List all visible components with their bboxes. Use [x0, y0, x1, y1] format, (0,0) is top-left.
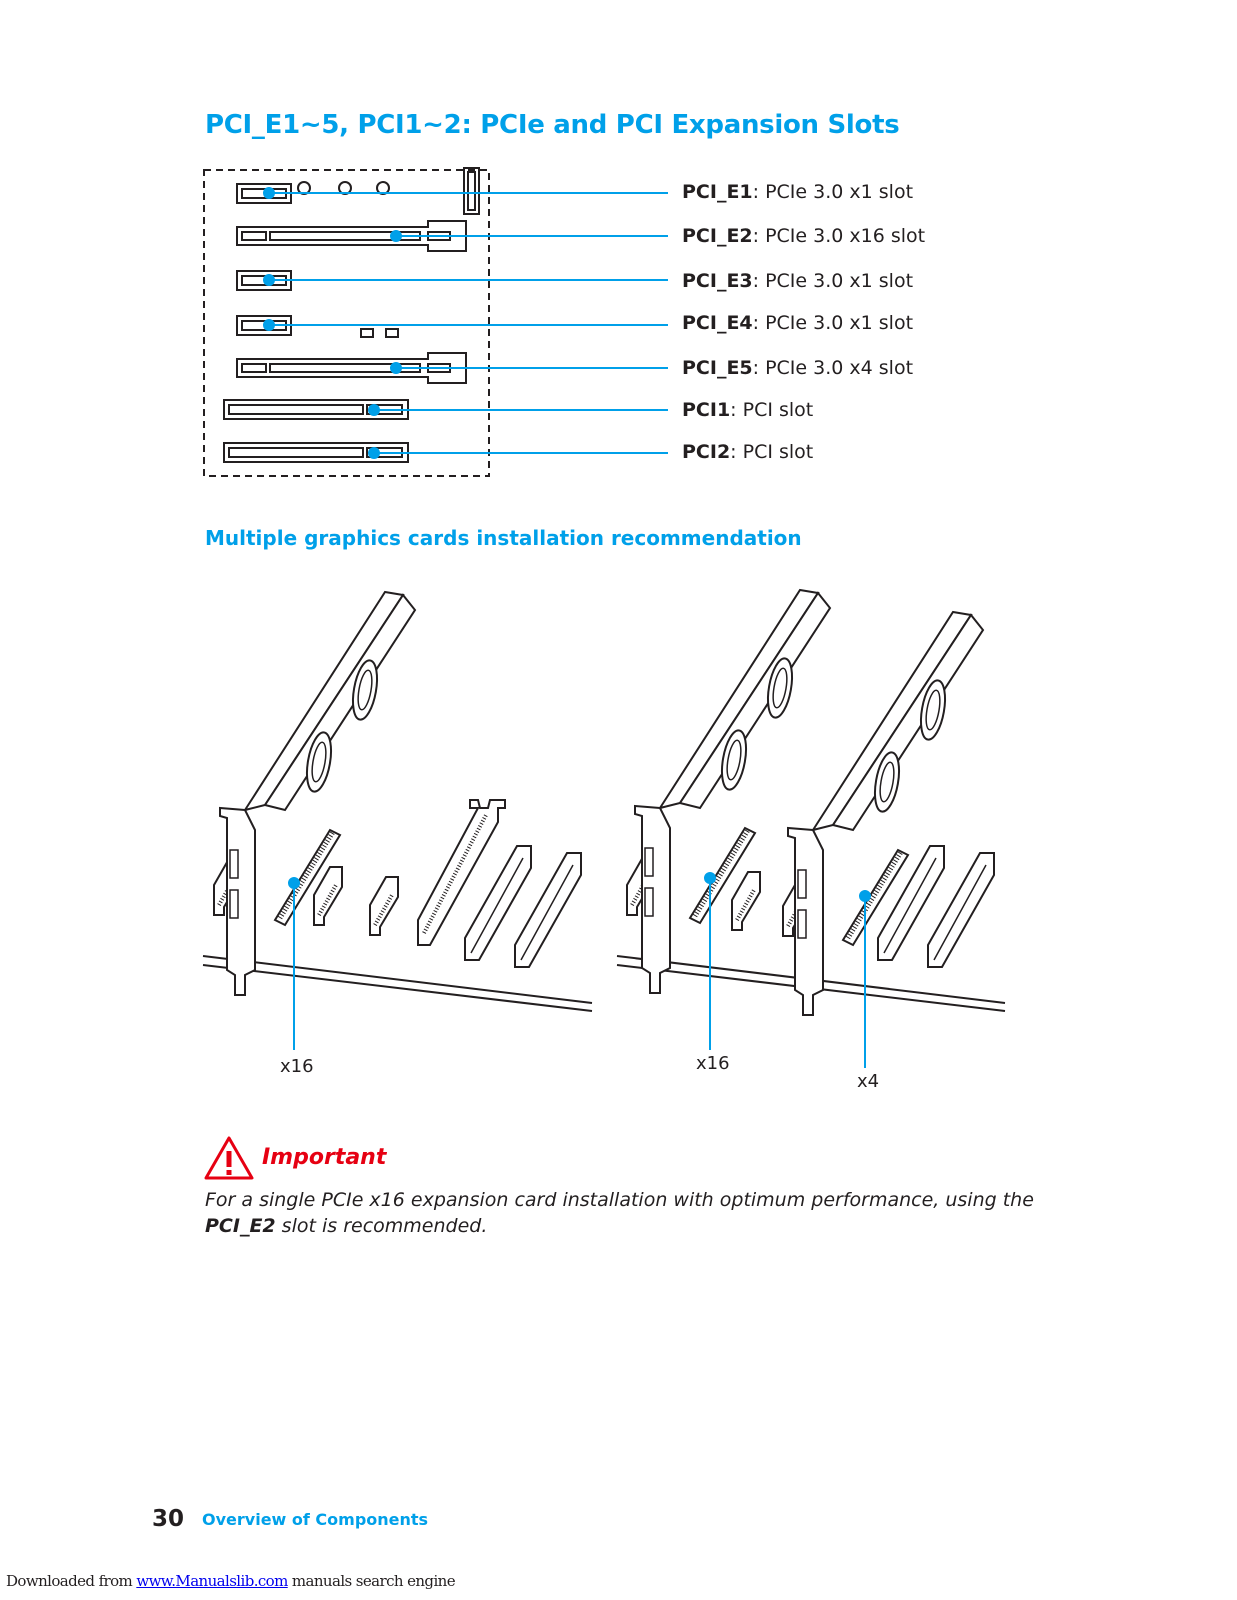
x16-label-dual: x16 — [696, 1053, 730, 1074]
slot-label-pci1: PCI1: PCI slot — [682, 399, 814, 421]
page-number: 30 — [152, 1506, 185, 1532]
download-note: Downloaded from www.Manualslib.com manuals search engine — [6, 1572, 455, 1590]
important-heading: Important — [262, 1145, 387, 1170]
slot-label-pci2: PCI2: PCI slot — [682, 441, 814, 463]
footer-section-title: Overview of Components — [202, 1510, 429, 1529]
recommendation-heading: Multiple graphics cards installation recommendation — [205, 526, 802, 550]
dual-card-configuration — [617, 590, 1005, 1015]
page-title: PCI_E1~5, PCI1~2: PCIe and PCI Expansion Slots — [205, 110, 900, 140]
important-text: For a single PCIe x16 expansion card installation with optimum performance, using the PCI_E2 slot is recommended. — [205, 1189, 1034, 1237]
warning-icon — [203, 1135, 255, 1181]
slot-label-pci-e5: PCI_E5: PCIe 3.0 x4 slot — [682, 357, 914, 379]
single-card-configuration — [203, 592, 592, 1011]
x4-label-dual: x4 — [857, 1071, 880, 1092]
slot-label-pci-e3: PCI_E3: PCIe 3.0 x1 slot — [682, 270, 914, 292]
manualslib-link[interactable]: www.Manualslib.com — [136, 1572, 288, 1590]
slot-label-pci-e2: PCI_E2: PCIe 3.0 x16 slot — [682, 225, 926, 247]
x16-label-single: x16 — [280, 1056, 314, 1077]
slot-label-pci-e4: PCI_E4: PCIe 3.0 x1 slot — [682, 312, 914, 334]
slot-label-pci-e1: PCI_E1: PCIe 3.0 x1 slot — [682, 181, 914, 203]
